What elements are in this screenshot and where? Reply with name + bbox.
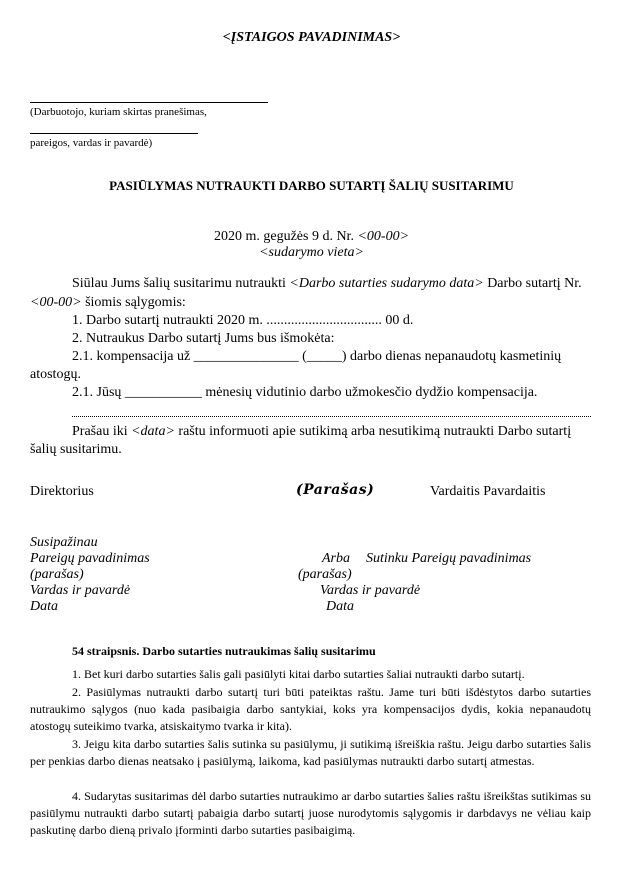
item-2-1-cont: atostogų.: [30, 367, 81, 382]
ack-position: Pareigų pavadinimas: [30, 551, 150, 566]
ack-signature: (parašas): [30, 567, 84, 582]
request-text-mid: raštu informuoti apie sutikimą arba nesutikimą nutraukti Darbo sutartį: [174, 424, 572, 439]
request-text: Prašau iki: [72, 424, 132, 439]
item-1: 1. Darbo sutartį nutraukti 2020 m. ................................. 00 d.: [72, 313, 414, 328]
law-paragraph-1: 1. Bet kuri darbo sutarties šalis gali pasiūlyti kitai darbo sutarties šaliai nutraukti darbo sutartį.: [72, 667, 525, 681]
offer-paragraph-line2: [30, 295, 186, 311]
signer-position: Direktorius: [30, 484, 94, 499]
document-number: <00-00>: [357, 229, 410, 244]
date-line: [0, 229, 623, 245]
item-2-2: 2.1. Jūsų ___________ mėnesių vidutinio darbo užmokesčio dydžio kompensacija.: [72, 385, 538, 400]
offer-text-end: šiomis sąlygomis:: [81, 295, 186, 310]
agree-date: Data: [326, 599, 354, 614]
dotted-separator: [72, 416, 591, 417]
agree-full-name: Vardas ir pavardė: [320, 583, 421, 598]
contract-date-placeholder: <Darbo sutarties sudarymo data>: [289, 276, 484, 291]
law-paragraph-3: 3. Jeigu kita darbo sutarties šalis sutinka su pasiūlymu, ji sutikimą išreiškia raštu. Jeigu darbo sutarties šalis per penkias darbo dienas neatsako į pasiūlymą, laikoma, kad pasiūlymas nutraukti darbo sutartį atmestas.: [30, 737, 591, 768]
addressee-line-1: [30, 102, 268, 103]
law-paragraph-2: 2. Pasiūlymas nutraukti darbo sutartį turi būti pateiktas raštu. Jame turi būti išdėstytos darbo sutarties nutraukimo sąlygos (nuo kada pasibaigia darbo santykiai, koks yra kompensacijos dydis, kokia nepanaudotų atostogų suteikimo tvarka, atsiskaitymo tvarka ir kita).: [30, 685, 591, 733]
ack-date: Data: [30, 599, 58, 614]
contract-number-placeholder: <00-00>: [30, 295, 82, 310]
acknowledgement-heading: Susipažinau: [30, 535, 98, 550]
date-text: 2020 m. gegužės 9 d. Nr.: [213, 229, 358, 244]
signer-name: Vardaitis Pavardaitis: [430, 484, 546, 499]
item-2-1: 2.1. kompensacija už _______________ (_____) darbo dienas nepanaudotų kasmetinių: [72, 349, 562, 364]
reply-date-placeholder: <data>: [131, 424, 175, 439]
law-paragraph-4: 4. Sudarytas susitarimas dėl darbo sutarties nutraukimo ar darbo sutarties šalies raštu išreikštas sutikimas su pasiūlymu nutraukti darbo sutartį pabaigia darbo sutartį juose nurodytomis sąlygomis ir darbdavys ne vėliau kaip paskutinę darbo dieną privalo įforminti darbo sutarties pasibaigimą.: [30, 789, 591, 837]
ack-full-name: Vardas ir pavardė: [30, 583, 131, 598]
ack-or: Arba: [322, 551, 350, 566]
offer-text-after: Darbo sutartį Nr.: [483, 276, 582, 291]
place-of-issue: <sudarymo vieta>: [259, 245, 364, 260]
item-2: 2. Nutraukus Darbo sutartį Jums bus išmokėta:: [72, 331, 335, 346]
addressee-line-2: [30, 133, 198, 134]
request-paragraph: [72, 424, 571, 440]
request-paragraph-end: šalių susitarimu.: [30, 442, 122, 457]
addressee-label-2: pareigos, vardas ir pavardė): [30, 137, 153, 149]
offer-paragraph-line1: [72, 276, 582, 292]
agree-position: Sutinku Pareigų pavadinimas: [366, 551, 532, 566]
institution-name: <ĮSTAIGOS PAVADINIMAS>: [222, 30, 401, 45]
signature-placeholder: (Parašas): [296, 482, 375, 498]
addressee-label-1: (Darbuotojo, kuriam skirtas pranešimas,: [30, 106, 207, 118]
offer-text: Siūlau Jums šalių susitarimu nutraukti: [72, 276, 290, 291]
agree-signature: (parašas): [298, 567, 352, 582]
document-title: PASIŪLYMAS NUTRAUKTI DARBO SUTARTĮ ŠALIŲ SUSITARIMU: [109, 178, 514, 193]
law-article-heading: 54 straipsnis. Darbo sutarties nutraukimas šalių susitarimu: [72, 644, 376, 658]
